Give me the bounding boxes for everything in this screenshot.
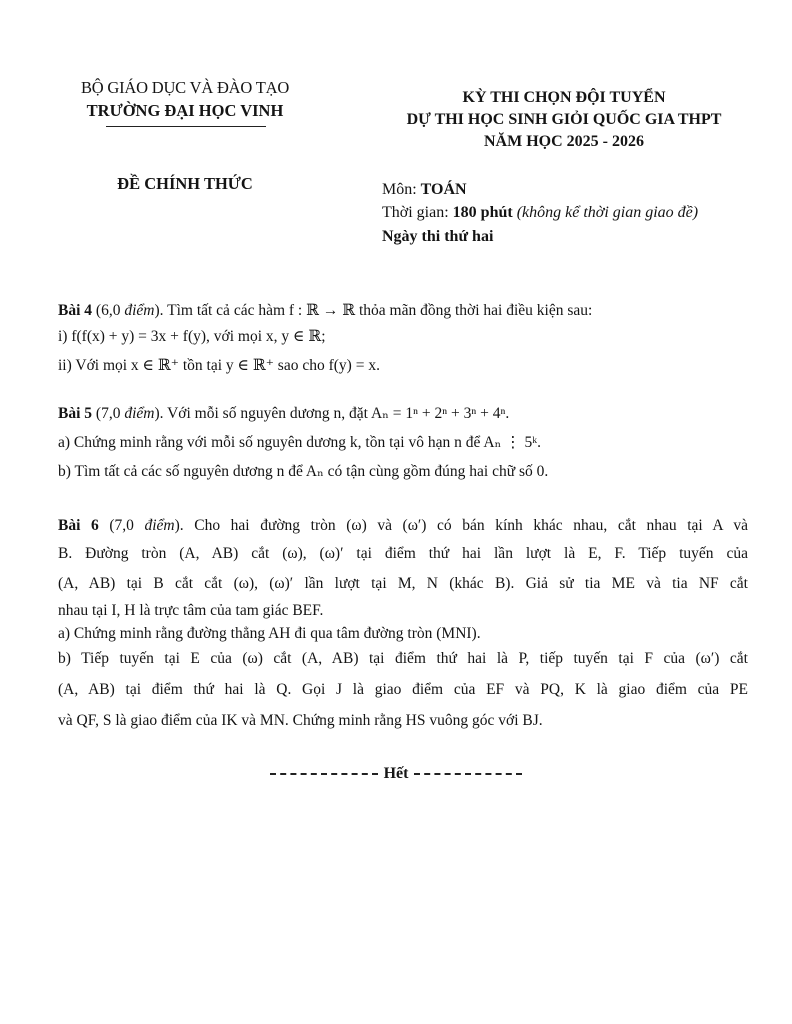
points-close: ). bbox=[154, 405, 168, 422]
exam-title-line1: KỲ THI CHỌN ĐỘI TUYỂN bbox=[462, 89, 666, 106]
points-word: điểm bbox=[144, 517, 175, 534]
end-marker bbox=[0, 765, 792, 783]
problem-6-line-3: (A, AB) tại B cắt cắt (ω), (ω)′ lần lượt tại M, N (khác B). Giả sử tia ME và tia NF cắt bbox=[58, 575, 748, 592]
dash-divider-right bbox=[414, 773, 522, 775]
problem-4-condition-ii: ii) Với mọi x ∈ ℝ⁺ tồn tại y ∈ ℝ⁺ sao cho f(y) = x. bbox=[58, 357, 380, 374]
problem-6-line-4: nhau tại I, H là trực tâm của tam giác BEF. bbox=[58, 602, 324, 619]
subject-value: TOÁN bbox=[420, 181, 467, 198]
points-open: (7,0 bbox=[98, 517, 145, 534]
problem-5-part-b: b) Tìm tất cả các số nguyên dương n để Aₙ có tận cùng gồm đúng hai chữ số 0. bbox=[58, 463, 549, 480]
problem-6-part-a: a) Chứng minh rằng đường thẳng AH đi qua tâm đường tròn (MNI). bbox=[58, 625, 481, 642]
exam-title-line3: NĂM HỌC 2025 - 2026 bbox=[484, 133, 644, 150]
points-open: (6,0 bbox=[92, 302, 125, 319]
exam-title-line2: DỰ THI HỌC SINH GIỎI QUỐC GIA THPT bbox=[406, 111, 722, 128]
problem-5-line-1: Với mỗi số nguyên dương n, đặt Aₙ = 1ⁿ + 2ⁿ + 3ⁿ + 4ⁿ. bbox=[167, 405, 510, 422]
points-word: điểm bbox=[124, 302, 155, 319]
problem-6-title: Bài 6 bbox=[58, 517, 99, 534]
problem-4-line-1: Tìm tất cả các hàm f : ℝ → ℝ thỏa mãn đồng thời hai điều kiện sau: bbox=[167, 302, 593, 319]
points-close: ). bbox=[174, 517, 195, 534]
problem-6-statement bbox=[58, 516, 748, 536]
exam-day: Ngày thi thứ hai bbox=[382, 228, 494, 245]
header-underline bbox=[106, 126, 266, 127]
points-open: (7,0 bbox=[92, 405, 125, 422]
problem-5-statement bbox=[58, 404, 509, 424]
time-line bbox=[382, 204, 698, 222]
points-close: ). bbox=[154, 302, 168, 319]
official-exam-label: ĐỀ CHÍNH THỨC bbox=[117, 174, 253, 193]
subject-line bbox=[382, 181, 467, 199]
problem-6-line-2: B. Đường tròn (A, AB) cắt (ω), (ω)′ tại điểm thứ hai lần lượt là E, F. Tiếp tuyến của bbox=[58, 545, 748, 562]
problem-6-line-1: Cho hai đường tròn (ω) và (ω′) có bán kính khác nhau, cắt nhau tại A và bbox=[194, 517, 748, 534]
problem-4-statement bbox=[58, 301, 592, 321]
problem-6-part-b-line-1: b) Tiếp tuyến tại E của (ω) cắt (A, AB) tại điểm thứ hai là P, tiếp tuyến tại F của (ω′) cắt bbox=[58, 650, 748, 667]
problem-4-condition-i: i) f(f(x) + y) = 3x + f(y), với mọi x, y ∈ ℝ; bbox=[58, 328, 326, 345]
school-name: TRƯỜNG ĐẠI HỌC VINH bbox=[86, 101, 284, 120]
problem-5-part-a: a) Chứng minh rằng với mỗi số nguyên dương k, tồn tại vô hạn n để Aₙ ⋮ 5ᵏ. bbox=[58, 434, 542, 451]
problem-5-title: Bài 5 bbox=[58, 405, 93, 422]
end-label: Hết bbox=[383, 765, 409, 782]
time-value: 180 phút bbox=[452, 204, 513, 221]
subject-label: Môn: bbox=[382, 181, 421, 198]
problem-6-part-b-line-3: và QF, S là giao điểm của IK và MN. Chứng minh rằng HS vuông góc với BJ. bbox=[58, 712, 543, 729]
problem-4-title: Bài 4 bbox=[58, 302, 93, 319]
dash-divider-left bbox=[270, 773, 378, 775]
points-word: điểm bbox=[124, 405, 155, 422]
time-note: (không kể thời gian giao đề) bbox=[516, 204, 699, 221]
problem-6-part-b-line-2: (A, AB) tại điểm thứ hai là Q. Gọi J là giao điểm của EF và PQ, K là giao điểm của PE bbox=[58, 681, 748, 698]
ministry-name: BỘ GIÁO DỤC VÀ ĐÀO TẠO bbox=[80, 78, 290, 97]
time-label: Thời gian: bbox=[382, 204, 453, 221]
